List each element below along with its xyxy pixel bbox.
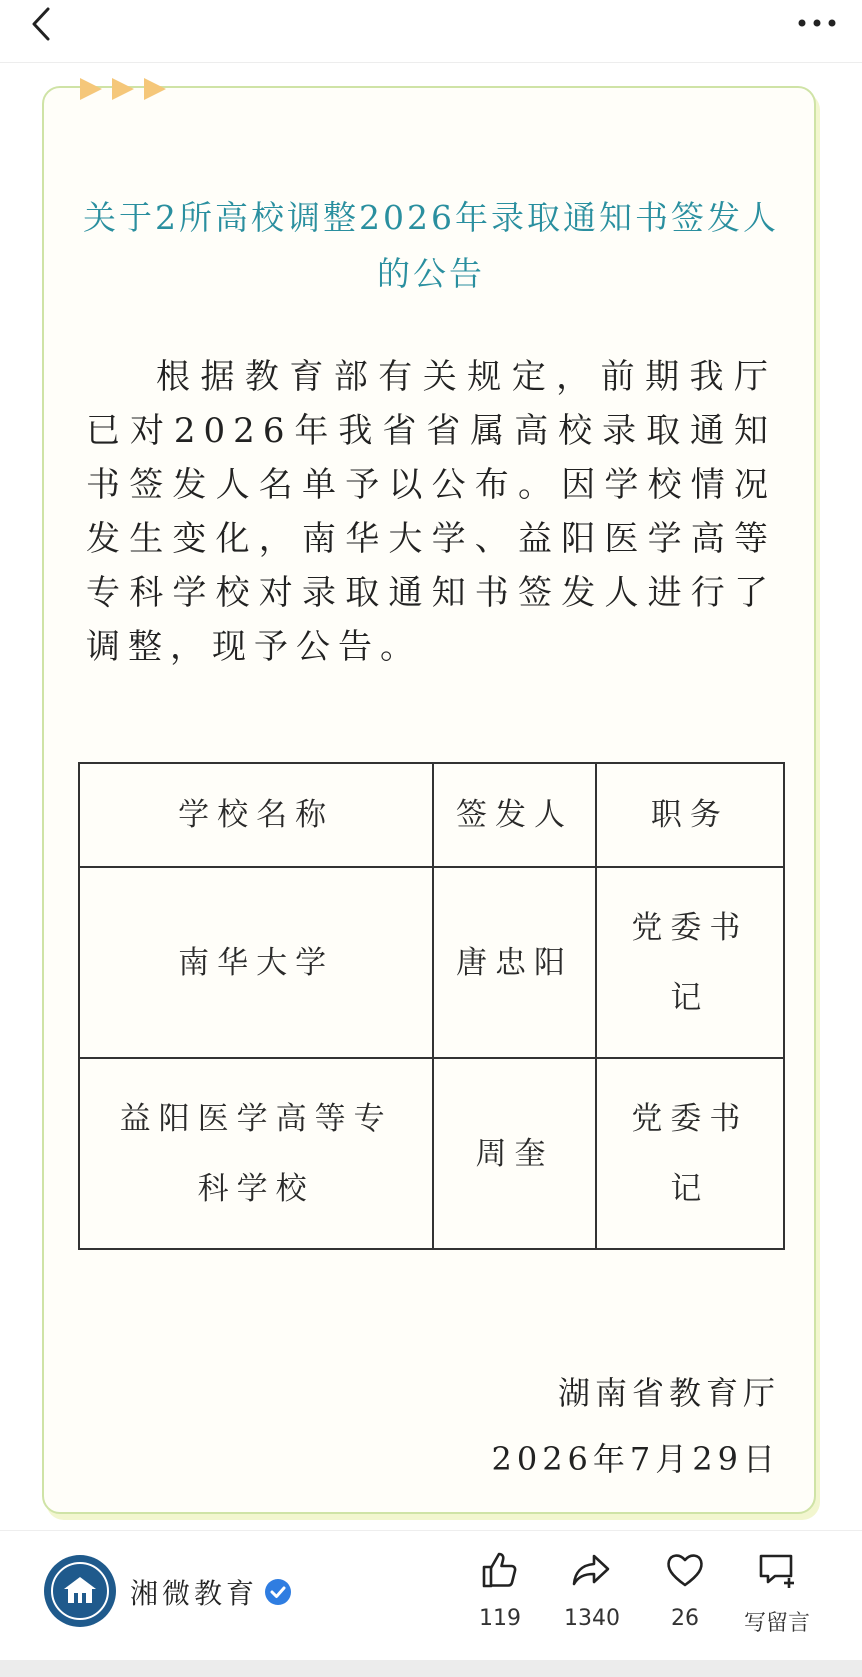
chevron-left-icon: [26, 6, 62, 42]
header-position: 职务: [596, 763, 784, 867]
article-body: 根据教育部有关规定，前期我厅已对2026年我省省属高校录取通知书签发人名单予以公布。因学校情况发生变化，南华大学、益阳医学高等专科学校对录取通知书签发人进行了调整，现予公告。: [86, 357, 776, 667]
share-arrow-icon: [570, 1548, 614, 1592]
like-count: 119: [479, 1606, 521, 1631]
article-title: 关于2所高校调整2026年录取通知书签发人的公告: [83, 198, 779, 293]
decorative-arrows-icon: [80, 74, 180, 104]
cell-signer: 周奎: [433, 1058, 595, 1249]
top-divider: [0, 62, 862, 63]
header-signer: 签发人: [433, 763, 595, 867]
account-avatar[interactable]: [44, 1555, 116, 1627]
footer-divider: [0, 1530, 862, 1531]
top-nav-bar: [0, 0, 862, 62]
like-button[interactable]: [455, 1548, 545, 1631]
cell-school: 南华大学: [79, 867, 433, 1058]
share-button[interactable]: [547, 1548, 637, 1631]
verified-badge-icon: [264, 1578, 292, 1606]
bottom-gesture-bar: [0, 1660, 862, 1677]
favorite-count: 26: [671, 1606, 699, 1631]
more-button[interactable]: [792, 8, 842, 38]
signoff: [491, 1360, 780, 1492]
back-button[interactable]: [26, 6, 62, 42]
signoff-date: 2026年7月29日: [491, 1440, 780, 1478]
heart-icon: [663, 1548, 707, 1592]
favorite-button[interactable]: [640, 1548, 730, 1631]
write-comment-button[interactable]: [732, 1548, 822, 1637]
signatory-table: [78, 762, 785, 1250]
table-header-row: [79, 763, 784, 867]
share-count: 1340: [564, 1606, 620, 1631]
cell-position: 党委书记: [596, 1058, 784, 1249]
header-school: 学校名称: [79, 763, 433, 867]
comment-add-icon: [755, 1548, 799, 1592]
more-dots-icon: [792, 8, 842, 38]
cell-signer: 唐忠阳: [433, 867, 595, 1058]
cell-position: 党委书记: [596, 867, 784, 1058]
institution-logo-icon: [44, 1555, 116, 1627]
account-name[interactable]: 湘微教育: [130, 1577, 259, 1610]
cell-school: 益阳医学高等专科学校: [79, 1058, 433, 1249]
table-row: [79, 1058, 784, 1249]
signoff-org: 湖南省教育厅: [557, 1374, 780, 1412]
table-row: [79, 867, 784, 1058]
comment-label: 写留言: [743, 1611, 810, 1636]
thumbs-up-icon: [478, 1548, 522, 1592]
